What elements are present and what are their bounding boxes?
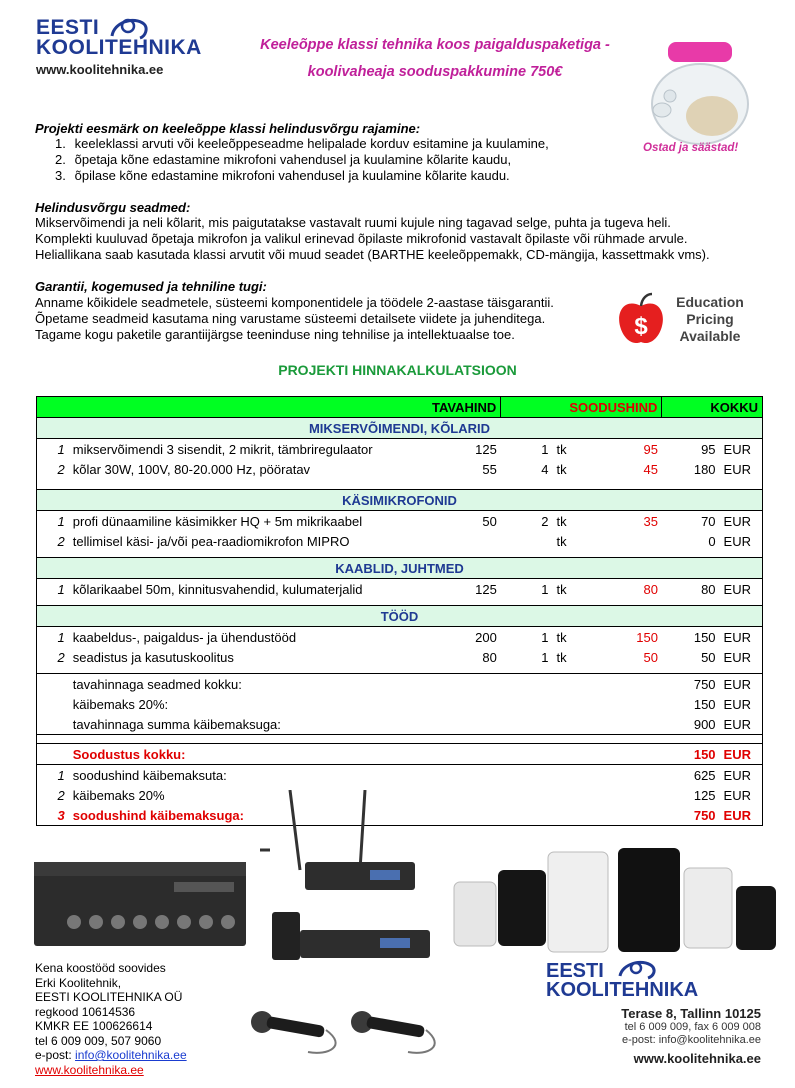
goal-item: 1. keeleklassi arvuti või keeleõppeseadme helipalade korduv esitamine ja kuulamine,	[55, 136, 549, 151]
logo-word-eesti: EESTI	[36, 16, 100, 39]
goal-item: 3. õpilase kõne edastamine mikrofoni vahendusel ja kuulamine kõlarite kaudu.	[55, 168, 510, 183]
group-header: KAABLID, JUHTMED	[37, 558, 763, 579]
email-link[interactable]: info@koolitehnika.ee	[75, 1048, 187, 1062]
calc-title: PROJEKTI HINNAKALKULATSIOON	[278, 362, 517, 378]
table-row: 2 tellimisel käsi- ja/või pea-raadiomikrofon MIPRO tk 0 EUR	[37, 531, 763, 551]
wireless-microphone-system-icon	[260, 790, 440, 960]
table-row: 2 seadistus ja kasutuskoolitus 80 1 tk 50 50 EUR	[37, 647, 763, 667]
group-header: MIKSERVÕIMENDI, KÕLARID	[37, 418, 763, 439]
mixer-amplifier-icon	[34, 856, 246, 948]
goal-list	[55, 136, 549, 184]
piggy-bank-icon	[640, 30, 760, 160]
discount-total-row: Soodustus kokku: 150 EUR	[37, 744, 763, 765]
handheld-microphones-icon	[248, 1000, 448, 1060]
website-link[interactable]: www.koolitehnika.ee	[35, 1062, 144, 1077]
company-address: Terase 8, Tallinn 10125	[621, 1006, 761, 1021]
svg-text:$: $	[634, 313, 648, 340]
speakers-icon	[452, 842, 778, 964]
bell-logo-icon	[614, 958, 662, 982]
table-header	[37, 397, 763, 418]
goal-title: Projekti eesmärk on keeleõppe klassi helindusvõrgu rajamine:	[35, 121, 421, 136]
price-table	[36, 396, 763, 826]
warranty-title: Garantii, kogemused ja tehniline tugi:	[35, 279, 267, 294]
piggy-caption: Ostad ja säästad!	[643, 142, 739, 154]
table-row: 1 mikservõimendi 3 sisendit, 2 mikrit, tämbriregulaator 125 1 tk 95 95 EUR	[37, 439, 763, 460]
group-header: TÖÖD	[37, 606, 763, 627]
logo-url: www.koolitehnika.ee	[36, 62, 164, 77]
col-discount-price: SOODUSHIND	[501, 397, 662, 418]
devices-title: Helindusvõrgu seadmed:	[35, 200, 191, 215]
summary-row: käibemaks 20%: 150 EUR	[37, 694, 763, 714]
summary-row: tavahinnaga summa käibemaksuga: 900 EUR	[37, 714, 763, 735]
page-heading-line2: koolivaheaja sooduspakkumine 750€	[307, 64, 563, 80]
table-row: 1 profi dünaamiline käsimikker HQ + 5m mikrikaabel 50 2 tk 35 70 EUR	[37, 511, 763, 532]
company-logo-footer: EESTI KOOLITEHNIKA Terase 8, Tallinn 10125 tel 6 009 009, fax 6 009 008 e-post: info@koolitehnika.ee www.koolitehnika.ee	[546, 960, 761, 1066]
table-row: 1 kõlarikaabel 50m, kinnitusvahendid, kulumaterjalid 125 1 tk 80 80 EUR	[37, 579, 763, 600]
company-logo	[36, 18, 206, 90]
final-row: 2 käibemaks 20% 125 EUR	[37, 785, 763, 805]
col-total: KOKKU	[662, 397, 763, 418]
logo-word-koolitehnika: KOOLITEHNIKA	[36, 36, 202, 59]
devices-text: Mikservõimendi ja neli kõlarit, mis paigutatakse vastavalt ruumi kujule ning tagavad selge, puhta ja tugeva heli. Komplekti kuuluvad õpetaja mikrofon ja valikul erinevad õpilaste mikrofonid vastavalt õpilaste või rühmade arvule. Heliallikana saab kasutada klassi arvutit või muud seadet (BARTHE keeleõppemakk, CD-mängija, kassettmakk vms).	[35, 215, 710, 262]
final-row: 1 soodushind käibemaksuta: 625 EUR	[37, 765, 763, 786]
final-row: 3 soodushind käibemaksuga: 750 EUR	[37, 805, 763, 826]
table-row: 1 kaabeldus-, paigaldus- ja ühendustööd 200 1 tk 150 150 EUR	[37, 627, 763, 648]
page-heading-line1: Keeleõppe klassi tehnika koos paigalduspaketiga -	[260, 37, 610, 53]
group-header: KÄSIMIKROFONID	[37, 490, 763, 511]
table-row: 2 kõlar 30W, 100V, 80-20.000 Hz, pööratav 55 4 tk 45 180 EUR	[37, 459, 763, 479]
education-pricing-badge: Education Pricing Available	[676, 294, 744, 344]
col-regular-price: TAVAHIND	[37, 397, 501, 418]
bell-logo-icon	[104, 16, 154, 42]
goal-item: 2. õpetaja kõne edastamine mikrofoni vahendusel ja kuulamine kõlarite kaudu,	[55, 152, 512, 167]
apple-dollar-icon	[616, 292, 666, 348]
contact-footer: Kena koostööd soovides Erki Koolitehnik, EESTI KOOLITEHNIKA OÜ regkood 10614536 KMKR EE 100626614 tel 6 009 009, 507 9060 e-post: info@koolitehnika.ee www.koolitehnika.ee	[35, 961, 187, 1077]
warranty-text: Anname kõikidele seadmetele, süsteemi komponentidele ja töödele 2-aastase täisgarantii. Õpetame seadmeid kasutama ning varustame süsteemi detailsete viidete ja juhenditega. Tagame kogu paketile garantiijärgse teeninduse ning tehnilise ja intellektuaalse toe.	[35, 295, 554, 342]
summary-row: tavahinnaga seadmed kokku: 750 EUR	[37, 674, 763, 695]
